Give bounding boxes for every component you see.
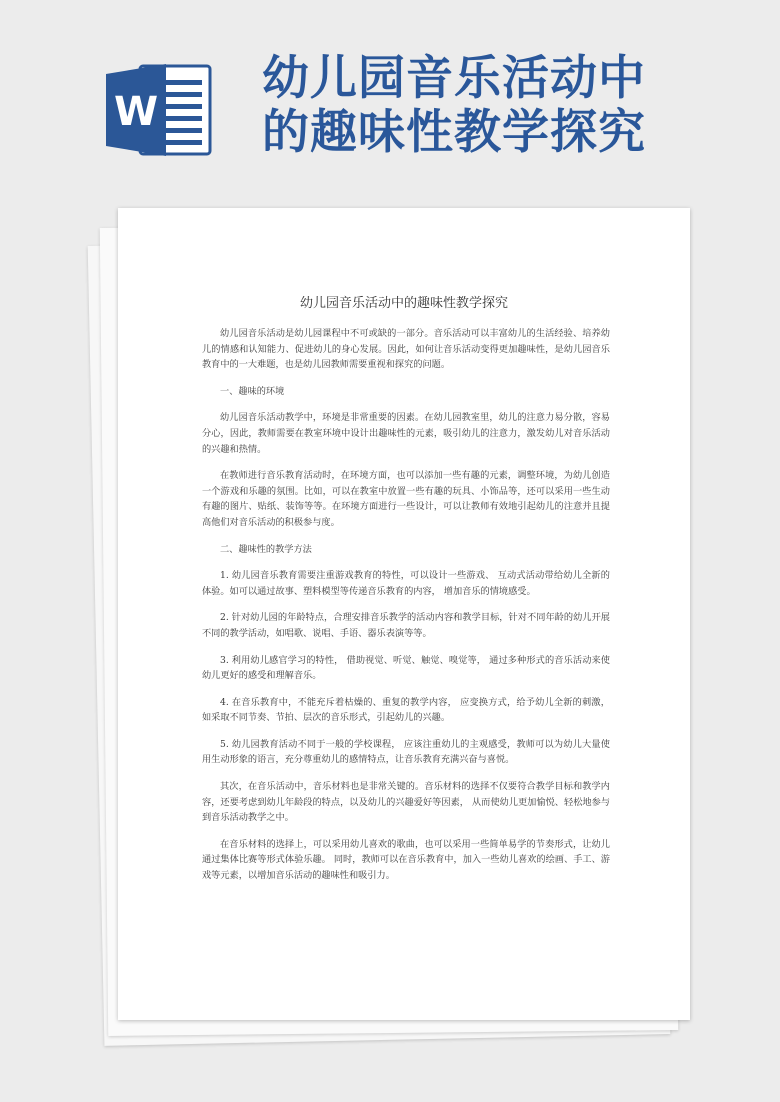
paragraph: 幼儿园音乐活动教学中，环境是非常重要的因素。在幼儿园教室里，幼儿的注意力易分散，容易分心，因此，教师需要在教室环境中设计出趣味性的元素，吸引幼儿的注意力，激发幼儿对音乐活动的兴趣和热情。: [202, 412, 610, 455]
banner-title-line-2: 的趣味性教学探究: [262, 105, 646, 160]
paragraph: 其次，在音乐活动中，音乐材料也是非常关键的。音乐材料的选择不仅要符合教学目标和教学内容，还要考虑到幼儿年龄段的特点，以及幼儿的兴趣爱好等因素， 从而使幼儿更加愉悦、轻松地参与到音乐活动教学之中。: [202, 781, 610, 824]
document-body: [202, 326, 610, 895]
list-item: 3. 利用幼儿感官学习的特性， 借助视觉、听觉、触觉、嗅觉等， 通过多种形式的音乐活动来使幼儿更好的感受和理解音乐。: [202, 654, 610, 682]
paragraph: 在教师进行音乐教育活动时，在环境方面，也可以添加一些有趣的元素，调整环境，为幼儿创造一个游戏和乐趣的氛围。比如，可以在教室中放置一些有趣的玩具、小饰品等，还可以采用一些生动有趣的图片、贴纸、装饰等等。在环境方面进行一些设计，可以让教师有效地引起幼儿的注意并且提高他们对音乐活动的积极参与度。: [202, 470, 610, 528]
paragraph-intro: 幼儿园音乐活动是幼儿园课程中不可或缺的一部分。音乐活动可以丰富幼儿的生活经验、培养幼儿的情感和认知能力、促进幼儿的身心发展。因此，如何让音乐活动变得更加趣味性，是幼儿园音乐教育中的一大难题，也是幼儿园教师需要重视和探究的问题。: [202, 328, 610, 371]
section-heading-environment: 一、趣味的环境: [220, 385, 285, 397]
list-item: 5. 幼儿园教育活动不同于一般的学校课程， 应该注重幼儿的主观感受，教师可以为幼儿大量使用生动形象的语言，充分尊重幼儿的感情特点，让音乐教育充满兴奋与喜悦。: [202, 738, 610, 766]
list-item: 2. 针对幼儿园的年龄特点，合理安排音乐教学的活动内容和教学目标，针对不同年龄的幼儿开展不同的教学活动，如唱歌、说唱、手语、器乐表演等等。: [202, 612, 610, 639]
word-icon-letter: W: [113, 89, 159, 135]
document-title: 幼儿园音乐活动中的趣味性教学探究: [299, 296, 508, 311]
document-page: [118, 208, 690, 1020]
banner-title: [262, 52, 762, 160]
section-heading-methods: 二、趣味性的教学方法: [220, 543, 312, 555]
list-item: 1. 幼儿园音乐教育需要注重游戏教育的特性，可以设计一些游戏、 互动式活动带给幼儿全新的体验。如可以通过故事、塑料模型等传递音乐教育的内容， 增加音乐的情境感受。: [202, 570, 610, 597]
header-banner: [0, 0, 780, 200]
word-document-icon: [104, 62, 214, 158]
list-item: 4. 在音乐教育中，不能充斥着枯燥的、重复的教学内容， 应变换方式，给予幼儿全新的刺激，如采取不同节奏、节拍、层次的音乐形式，引起幼儿的兴趣。: [202, 696, 610, 724]
banner-title-line-1: 幼儿园音乐活动中: [262, 51, 646, 106]
paragraph: 在音乐材料的选择上，可以采用幼儿喜欢的歌曲，也可以采用一些简单易学的节奏形式，让幼儿通过集体比赛等形式体验乐趣。 同时，教师可以在音乐教育中，加入一些幼儿喜欢的绘画、手工、游戏等元素，以增加音乐活动的趣味性和吸引力。: [202, 838, 610, 882]
